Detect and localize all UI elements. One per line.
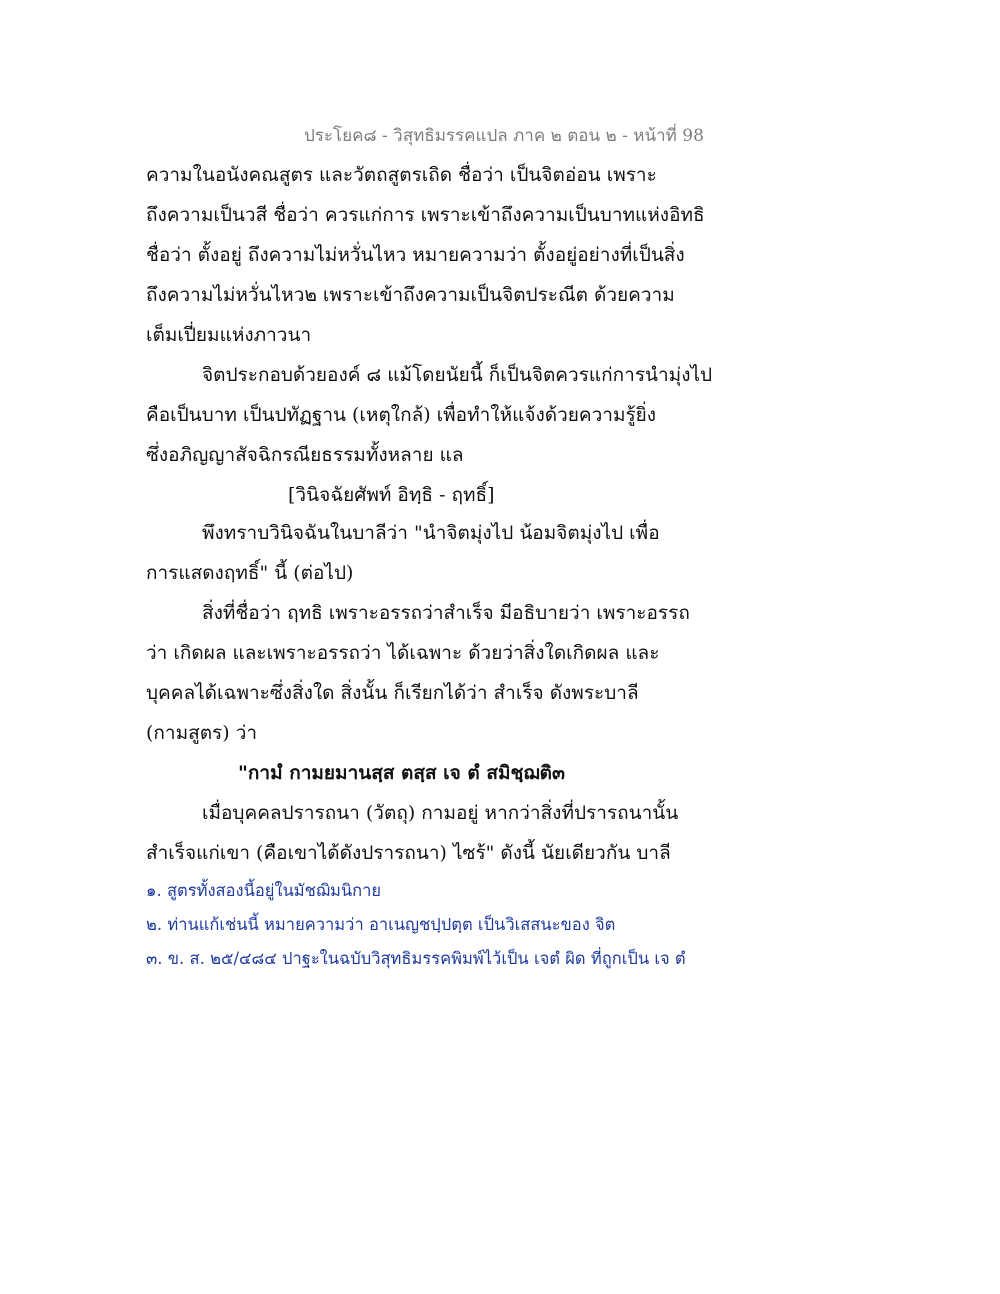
- body-line: ว่า เกิดผล และเพราะอรรถว่า ได้เฉพาะ ด้วยว่าสิ่งใดเกิดผล และ: [146, 642, 660, 664]
- page-header: ประโยค๘ - วิสุทธิมรรคแปล ภาค ๒ ตอน ๒ - หน้าที่ 98: [304, 126, 704, 146]
- body-line: บุคคลได้เฉพาะซึ่งสิ่งใด สิ่งนั้น ก็เรียกได้ว่า สำเร็จ ดังพระบาลี: [146, 682, 639, 704]
- body-line: คือเป็นบาท เป็นปทัฏฐาน (เหตุใกล้) เพื่อทำให้แจ้งด้วยความรู้ยิ่ง: [146, 404, 657, 426]
- footnote: ๑. สูตรทั้งสองนี้อยู่ในมัชฌิมนิกาย: [146, 881, 382, 900]
- section-heading: [วินิจฉัยศัพท์ อิทฺธิ - ฤทธิ์]: [288, 484, 495, 506]
- body-line: (กามสูตร) ว่า: [146, 722, 258, 744]
- paragraph-start-line: เมื่อบุคคลปรารถนา (วัตถุ) กามอยู่ หากว่าสิ่งที่ปรารถนานั้น: [202, 802, 679, 824]
- footnote: ๓. ข. ส. ๒๕/๔๘๔ ปาฐะในฉบับวิสุทธิมรรคพิมพ์ไว้เป็น เจตํ ผิด ที่ถูกเป็น เจ ตํ: [146, 949, 686, 968]
- paragraph-start-line: สิ่งที่ชื่อว่า ฤทธิ เพราะอรรถว่าสำเร็จ มีอธิบายว่า เพราะอรรถ: [202, 602, 690, 624]
- body-line: ซึ่งอภิญญาสัจฉิกรณียธรรมทั้งหลาย แล: [146, 444, 464, 466]
- footnote: ๒. ท่านแก้เช่นนี้ หมายความว่า อาเนญชปฺปตฺต เป็นวิเสสนะของ จิต: [146, 915, 616, 934]
- pali-quote: "กามํ กามยมานสฺส ตสฺส เจ ตํ สมิชฺฌติ๓: [238, 762, 565, 784]
- body-line: สำเร็จแก่เขา (คือเขาได้ดังปรารถนา) ไซร้" ดังนี้ นัยเดียวกัน บาลี: [146, 842, 671, 864]
- body-line: ถึงความเป็นวสี ชื่อว่า ควรแก่การ เพราะเข้าถึงความเป็นบาทแห่งอิทธิ: [146, 204, 705, 226]
- body-line: การแสดงฤทธิ์" นี้ (ต่อไป): [146, 562, 354, 584]
- body-line: ถึงความไม่หวั่นไหว๒ เพราะเข้าถึงความเป็นจิตประณีต ด้วยความ: [146, 284, 675, 306]
- paragraph-start-line: จิตประกอบด้วยองค์ ๘ แม้โดยนัยนี้ ก็เป็นจิตควรแก่การนำมุ่งไป: [202, 364, 713, 386]
- body-line: ชื่อว่า ตั้งอยู่ ถึงความไม่หวั่นไหว หมายความว่า ตั้งอยู่อย่างที่เป็นสิ่ง: [146, 244, 685, 266]
- paragraph-start-line: พึงทราบวินิจฉันในบาลีว่า "นำจิตมุ่งไป น้อมจิตมุ่งไป เพื่อ: [202, 522, 660, 544]
- body-line: เต็มเปี่ยมแห่งภาวนา: [146, 324, 312, 346]
- body-line: ความในอนังคณสูตร และวัตถสูตรเถิด ชื่อว่า เป็นจิตอ่อน เพราะ: [146, 164, 657, 186]
